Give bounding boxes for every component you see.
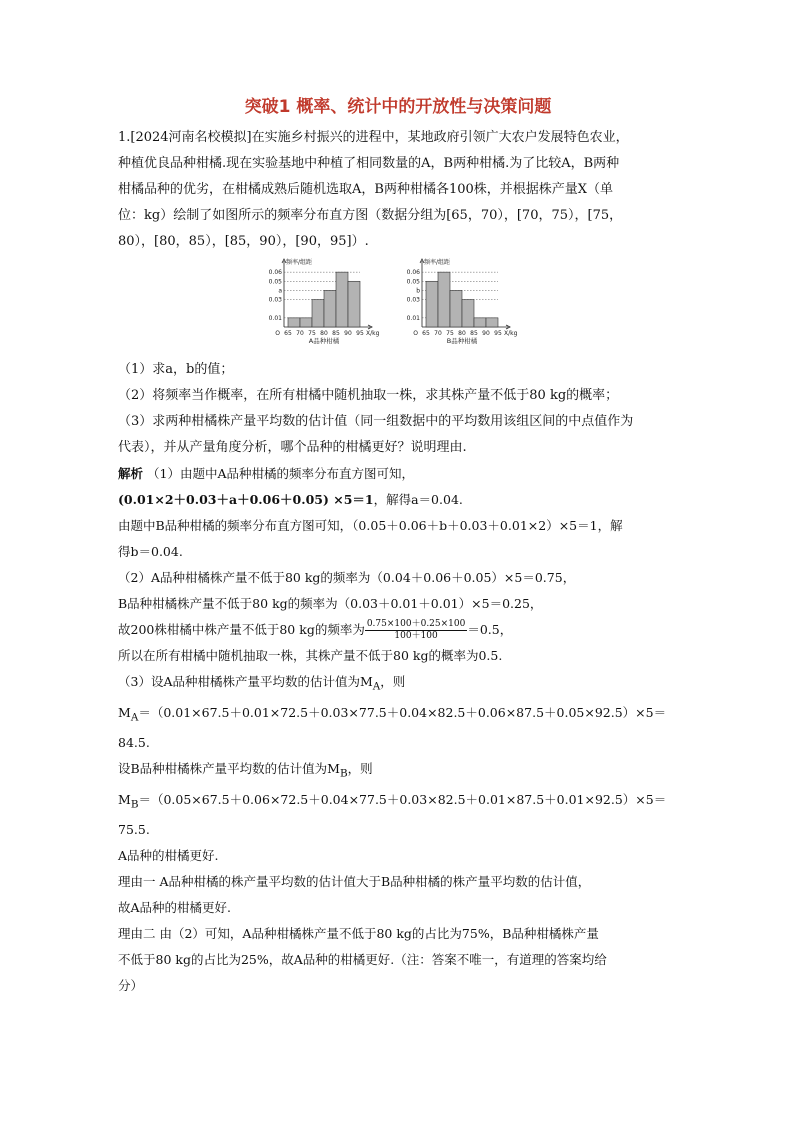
solution-text: ，则 — [380, 674, 406, 689]
y-axis-label: 频率/组距 — [424, 259, 451, 266]
problem-line: 柑橘品种的优劣，在柑橘成熟后随机选取A，B两种柑橘各100株，并根据株产量X（单 — [118, 182, 614, 197]
histogram-bar — [486, 318, 498, 327]
x-tick-label: 80 — [320, 330, 328, 337]
histogram-bar — [300, 318, 312, 327]
document-page — [118, 92, 678, 999]
histogram-bar — [324, 290, 336, 327]
y-tick-label: 0.03 — [268, 296, 282, 304]
fraction-numerator: 0.75×100＋0.25×100 — [366, 619, 466, 629]
solution-line: 理由二 由（2）可知，A品种柑橘株产量不低于80 kg的占比为75%，B品种柑橘株产量 — [118, 926, 599, 941]
histogram-bar — [462, 300, 474, 327]
solution-line — [118, 787, 678, 818]
problem-line: 位：kg）绘制了如图所示的频率分布直方图（数据分组为[65，70），[70，75），[75， — [118, 208, 623, 223]
solution-line — [118, 487, 678, 513]
fraction — [365, 619, 468, 642]
subscript: B — [130, 798, 139, 810]
solution-line: 不低于80 kg的占比为25%，故A品种的柑橘更好.（注：答案不唯一，有道理的答案均给 — [118, 952, 607, 967]
question-2: （2）将频率当作概率，在所有柑橘中随机抽取一株，求其株产量不低于80 kg的概率； — [118, 388, 619, 403]
histogram-bar — [438, 272, 450, 327]
histogram-a — [258, 257, 388, 357]
histogram-bar — [336, 272, 348, 327]
histogram-bar — [426, 281, 438, 327]
problem-line: 80），[80，85），[85，90），[90，95]）. — [118, 234, 369, 249]
y-tick-label: 0.01 — [268, 314, 282, 322]
x-tick-label: 75 — [308, 330, 316, 337]
histogram-bar — [288, 318, 300, 327]
question-3-cont: 代表），并从产量角度分析，哪个品种的柑橘更好？说明理由. — [118, 440, 467, 455]
solution-line: 理由一 A品种柑橘的株产量平均数的估计值大于B品种柑橘的株产量平均数的估计值， — [118, 874, 591, 889]
origin-label: O — [413, 330, 418, 337]
x-axis-label: X/kg — [504, 330, 518, 337]
solution-text: ，则 — [347, 761, 373, 776]
histogram-bar — [474, 318, 486, 327]
solution-line: 84.5. — [118, 735, 150, 750]
y-tick-label: 0.01 — [406, 314, 420, 322]
y-tick-label: a — [278, 287, 282, 295]
solution-line: 75.5. — [118, 822, 150, 837]
x-tick-label: 70 — [296, 330, 304, 337]
histogram-b — [396, 257, 526, 357]
solution-text: ＝（0.05×67.5＋0.06×72.5＋0.04×77.5＋0.03×82.5＋0.01×87.5＋0.01×92.5）×5＝ — [138, 791, 667, 807]
solution-text: 故200株柑橘中株产量不低于80 kg的频率为 — [118, 622, 365, 637]
x-tick-label: 75 — [446, 330, 454, 337]
solution-text: ，解得a＝0.04. — [373, 492, 463, 507]
solution-text: ＝0.5， — [467, 622, 513, 637]
solution-line: 得b＝0.04. — [118, 544, 183, 559]
x-tick-label: 80 — [458, 330, 466, 337]
solution-line: B品种柑橘株产量不低于80 kg的频率为（0.03＋0.01＋0.01）×5＝0.25， — [118, 596, 543, 611]
solution-line — [118, 617, 678, 643]
solution-text: ＝（0.01×67.5＋0.01×72.5＋0.03×77.5＋0.04×82.5＋0.06×87.5＋0.05×92.5）×5＝ — [138, 704, 667, 720]
x-tick-label: 90 — [344, 330, 352, 337]
subscript: A — [372, 680, 381, 693]
chart-caption: B品种柑橘 — [446, 337, 478, 345]
solution-line: A品种的柑橘更好. — [118, 848, 219, 863]
question-3: （3）求两种柑橘株产量平均数的估计值（同一组数据中的平均数用该组区间的中点值作为 — [118, 414, 634, 429]
solution-label: 解析 — [118, 466, 144, 481]
y-tick-label: 0.03 — [406, 296, 420, 304]
x-tick-label: 95 — [356, 330, 364, 337]
mean-symbol: M — [118, 791, 131, 807]
solution-line — [118, 756, 678, 787]
x-tick-label: 85 — [470, 330, 478, 337]
histogram-bar — [348, 281, 360, 327]
solution-text: （1）由题中A品种柑橘的频率分布直方图可知， — [147, 466, 414, 481]
x-tick-label: 95 — [494, 330, 502, 337]
solution-line: 故A品种的柑橘更好. — [118, 900, 232, 915]
problem-line: 种植优良品种柑橘.现在实验基地中种植了相同数量的A，B两种柑橘.为了比较A，B两种 — [118, 156, 620, 171]
solution-text: 设B品种柑橘株产量平均数的估计值为M — [118, 761, 340, 776]
solution-text: （3）设A品种柑橘株产量平均数的估计值为M — [118, 674, 373, 689]
solution-equation: (0.01×2＋0.03＋a＋0.06＋0.05) ×5＝1 — [118, 492, 374, 507]
question-1: （1）求a，b的值； — [118, 362, 234, 377]
subscript: A — [130, 711, 139, 723]
solution-line — [118, 461, 678, 487]
x-axis-label: X/kg — [366, 330, 380, 337]
origin-label: O — [275, 330, 280, 337]
x-tick-label: 90 — [482, 330, 490, 337]
y-tick-label: 0.06 — [268, 269, 282, 277]
problem-line: 1.[2024河南名校模拟]在实施乡村振兴的进程中，某地政府引领广大农户发展特色农业， — [118, 130, 629, 145]
fraction-denominator: 100＋100 — [394, 631, 438, 641]
histogram-bar — [312, 300, 324, 327]
subscript: B — [340, 767, 348, 780]
x-tick-label: 65 — [284, 330, 292, 337]
solution-line: 分） — [118, 978, 144, 993]
histogram-figures — [118, 257, 678, 353]
y-tick-label: 0.05 — [406, 278, 420, 286]
section-title: 突破1 概率、统计中的开放性与决策问题 — [244, 97, 552, 117]
solution-line: （2）A品种柑橘株产量不低于80 kg的频率为（0.04＋0.06＋0.05）×5＝0.75， — [118, 570, 576, 585]
solution-line: 由题中B品种柑橘的频率分布直方图可知，（0.05＋0.06＋b＋0.03＋0.01×2）×5＝1，解 — [118, 518, 623, 533]
y-axis-label: 频率/组距 — [286, 259, 313, 266]
histogram-bar — [450, 290, 462, 327]
solution-line — [118, 669, 678, 700]
y-tick-label: 0.06 — [406, 269, 420, 277]
x-tick-label: 70 — [434, 330, 442, 337]
solution-line: 所以在所有柑橘中随机抽取一株，其株产量不低于80 kg的概率为0.5. — [118, 648, 503, 663]
x-tick-label: 65 — [422, 330, 430, 337]
x-tick-label: 85 — [332, 330, 340, 337]
chart-caption: A品种柑橘 — [308, 337, 340, 345]
y-tick-label: b — [416, 287, 420, 295]
histogram-b-svg — [396, 257, 526, 353]
y-tick-label: 0.05 — [268, 278, 282, 286]
histogram-a-svg — [258, 257, 388, 353]
mean-symbol: M — [118, 704, 131, 720]
solution-line — [118, 700, 678, 731]
